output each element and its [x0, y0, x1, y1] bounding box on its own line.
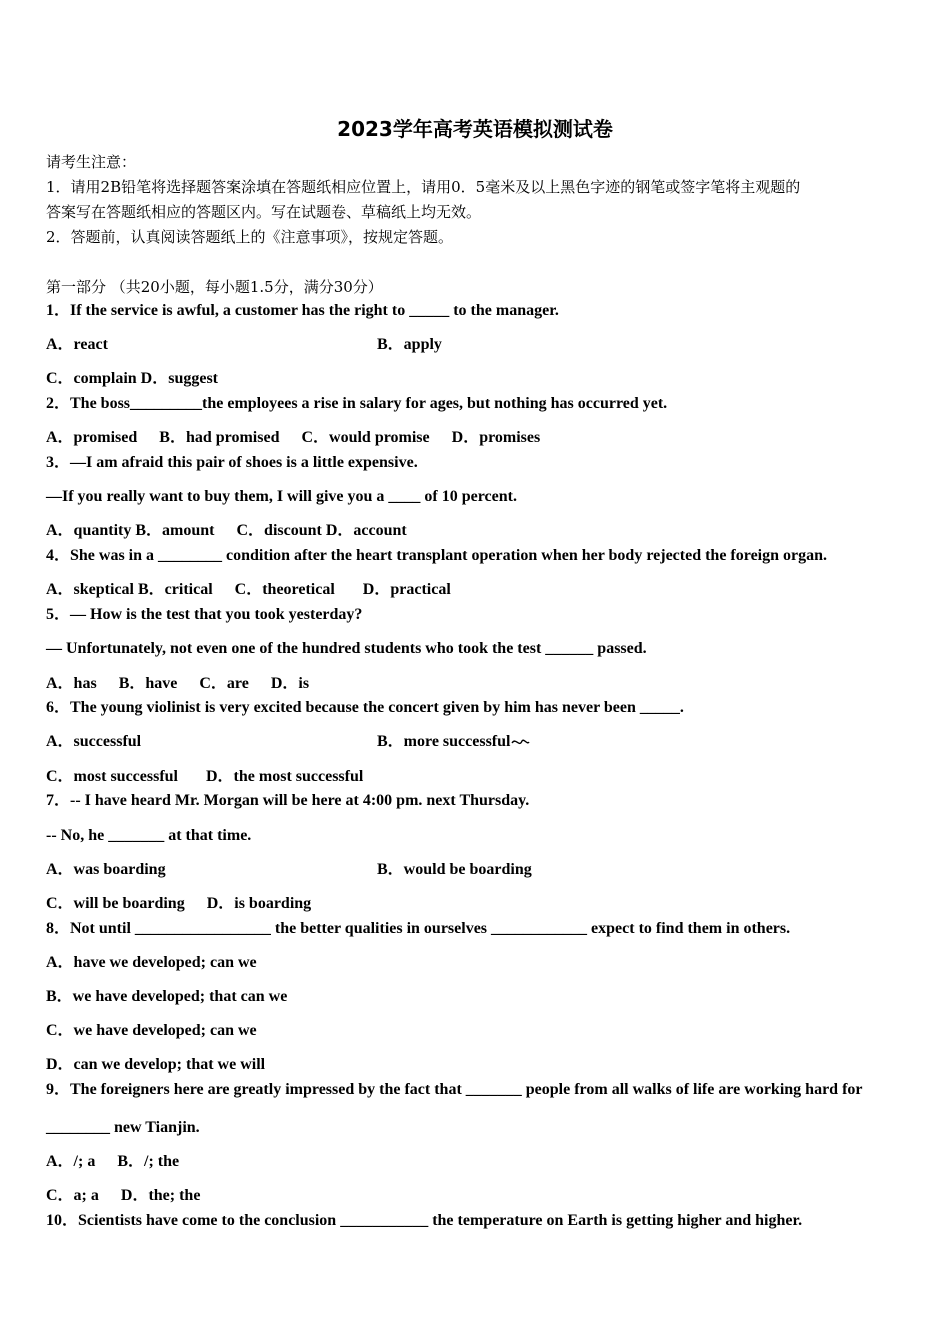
option: D．the most successful: [206, 768, 364, 785]
notice-heading: 请考生注意：: [46, 153, 137, 171]
scribble-mark-icon: [510, 735, 530, 749]
option: B．/; the: [117, 1153, 180, 1170]
option: C．most successful: [46, 768, 178, 785]
option: D．promises: [451, 429, 541, 446]
question-stem: 2．The boss_________the employees a rise in salary for ages, but nothing has occurred yet.: [46, 395, 668, 412]
option: C．complain D．suggest: [46, 370, 219, 387]
option: A．have we developed; can we: [46, 954, 257, 971]
question-stem-continued: -- No, he _______ at that time.: [46, 827, 252, 844]
option: A．skeptical B．critical: [46, 581, 213, 598]
option: A．react: [46, 336, 108, 353]
option-row: [46, 1186, 200, 1206]
option: B．we have developed; that can we: [46, 988, 288, 1005]
option: B．would be boarding: [377, 861, 532, 878]
question-stem: 10．Scientists have come to the conclusion ___________ the temperature on Earth is getting higher and higher.: [46, 1212, 803, 1229]
option: C．theoretical: [234, 581, 335, 598]
option: C．discount D．account: [236, 522, 407, 539]
option: D．the; the: [120, 1187, 201, 1204]
option: A．promised: [46, 429, 138, 446]
option-with-mark: [377, 732, 530, 752]
option-row: [46, 767, 363, 787]
option: C．would promise: [301, 429, 430, 446]
option: C．we have developed; can we: [46, 1022, 257, 1039]
question-stem: 9．The foreigners here are greatly impressed by the fact that _______ people from all walks of life are working hard for: [46, 1081, 863, 1098]
question-stem: 1．If the service is awful, a customer has the right to _____ to the manager.: [46, 302, 559, 319]
question-stem: 6．The young violinist is very excited because the concert given by him has never been _____.: [46, 699, 684, 716]
question-stem: 8．Not until _________________ the better qualities in ourselves ____________ expect to find them in others.: [46, 920, 791, 937]
option: D．can we develop; that we will: [46, 1056, 266, 1073]
notice-line-3: 2．答题前，认真阅读答题纸上的《注意事项》，按规定答题。: [46, 228, 454, 246]
question-stem: 4．She was in a ________ condition after the heart transplant operation when her body rejected the foreign organ.: [46, 547, 828, 564]
option: C．are: [199, 675, 249, 692]
option: B．more successful: [377, 733, 511, 750]
option-row: [46, 1152, 179, 1172]
option: A．/; a: [46, 1153, 96, 1170]
question-stem-continued: — Unfortunately, not even one of the hundred students who took the test ______ passed.: [46, 640, 647, 657]
option-row: [46, 428, 540, 448]
notice-line-2: 答案写在答题纸相应的答题区内。写在试题卷、草稿纸上均无效。: [46, 203, 482, 221]
question-stem: 3．—I am afraid this pair of shoes is a little expensive.: [46, 454, 418, 471]
notice-line-1: 1．请用2B铅笔将选择题答案涂填在答题纸相应位置上，请用0．5毫米及以上黑色字迹的钢笔或签字笔将主观题的: [46, 178, 801, 196]
option: D．is: [270, 675, 310, 692]
option: B．had promised: [159, 429, 280, 446]
section-heading: 第一部分 （共20小题，每小题1.5分，满分30分）: [46, 278, 383, 296]
option: A．has: [46, 675, 97, 692]
option-row: [46, 521, 407, 541]
question-stem: 7．-- I have heard Mr. Morgan will be here at 4:00 pm. next Thursday.: [46, 792, 530, 809]
question-stem: 5．— How is the test that you took yesterday?: [46, 606, 363, 623]
option: C．will be boarding: [46, 895, 185, 912]
question-stem-continued: —If you really want to buy them, I will give you a ____ of 10 percent.: [46, 488, 517, 505]
option: D．practical: [362, 581, 451, 598]
option: A．successful: [46, 733, 142, 750]
option-row: [46, 894, 311, 914]
option-row: [46, 580, 451, 600]
option: B．apply: [377, 336, 442, 353]
option: C．a; a: [46, 1187, 99, 1204]
option: A．was boarding: [46, 861, 166, 878]
option: B．have: [118, 675, 178, 692]
option: D．is boarding: [206, 895, 312, 912]
question-stem-continued: ________ new Tianjin.: [46, 1119, 200, 1136]
option-row: [46, 674, 309, 694]
option: A．quantity B．amount: [46, 522, 215, 539]
page-title: 2023学年高考英语模拟测试卷: [337, 117, 613, 141]
